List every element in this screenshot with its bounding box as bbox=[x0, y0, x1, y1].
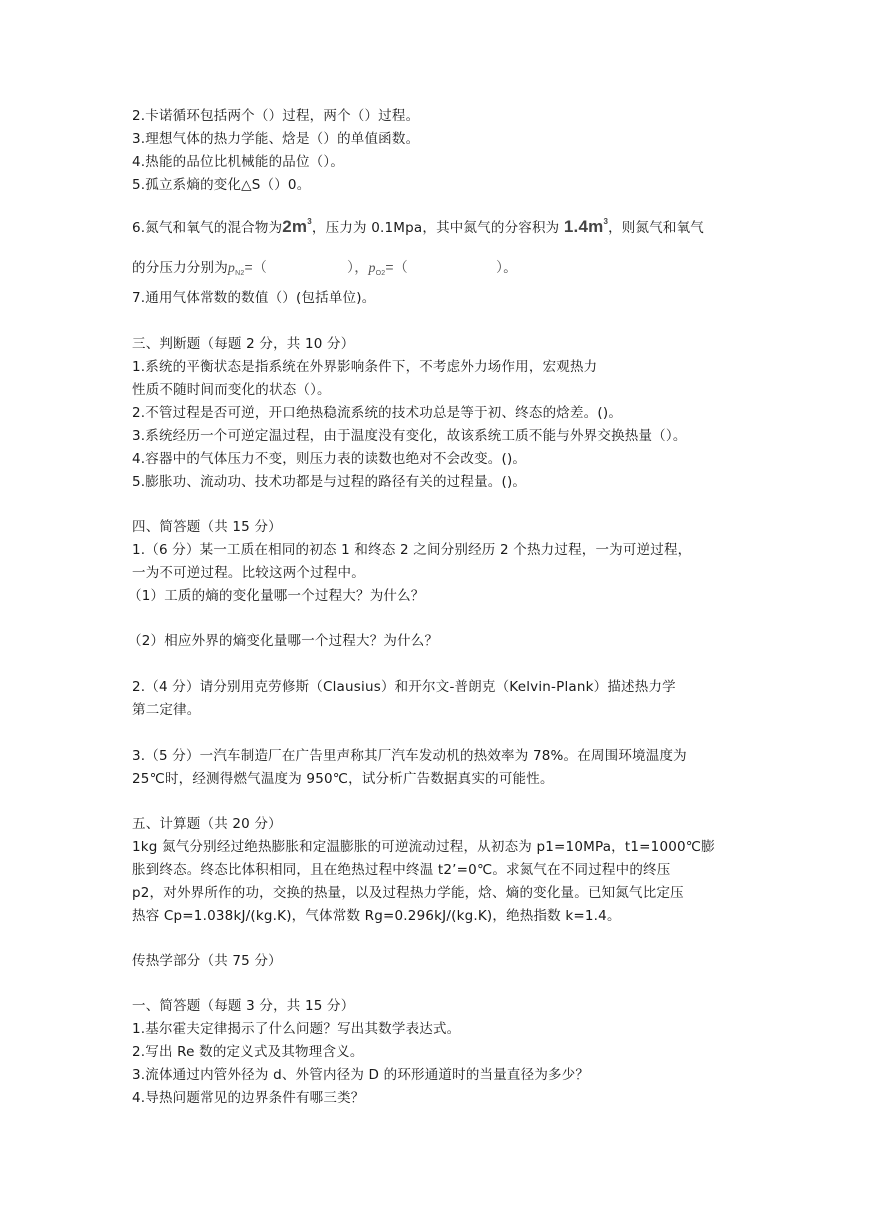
fill-question-3: 3.理想气体的热力学能、焓是（）的单值函数。 bbox=[132, 131, 420, 147]
q6-partial-volume-exponent: 3 bbox=[603, 217, 609, 226]
short-question-1-line1: 1.（6 分）某一工质在相同的初态 1 和终态 2 之间分别经历 2 个热力过程，一为可逆过程， bbox=[132, 542, 692, 558]
fill-question-4: 4.热能的品位比机械能的品位（）。 bbox=[132, 154, 345, 170]
fill-question-5: 5.孤立系熵的变化△S（）0。 bbox=[132, 177, 311, 193]
q6-open-paren-2: =（ bbox=[385, 259, 408, 275]
q6-text-a: 6.氮气和氧气的混合物为 bbox=[132, 220, 283, 236]
heat-question-4: 4.导热问题常见的边界条件有哪三类？ bbox=[132, 1090, 365, 1106]
short-question-3-line2: 25℃时，经测得燃气温度为 950℃，试分析广告数据真实的可能性。 bbox=[132, 771, 554, 787]
short-question-1-sub1: （1）工质的熵的变化量哪一个过程大？为什么？ bbox=[128, 588, 425, 604]
q6-text-b: ，压力为 0.1Mpa，其中氮气的分容积为 bbox=[311, 220, 564, 236]
q6-close-paren-2: ） bbox=[495, 259, 504, 275]
short-question-1-sub2: （2）相应外界的熵变化量哪一个过程大？为什么？ bbox=[128, 633, 439, 649]
fill-question-7: 7.通用气体常数的数值（）(包括单位)。 bbox=[132, 290, 376, 306]
judge-question-3: 3.系统经历一个可逆定温过程，由于温度没有变化，故该系统工质不能与外界交换热量（）。 bbox=[132, 428, 687, 444]
q6-volume-figure bbox=[282, 217, 312, 236]
judge-heading: 三、判断题（每题 2 分，共 10 分） bbox=[132, 336, 355, 352]
q6-partial-volume-number: 1.4m bbox=[563, 217, 604, 236]
q6-open-paren-1: =（ bbox=[244, 259, 268, 275]
heat-section-title: 传热学部分（共 75 分） bbox=[132, 953, 282, 969]
judge-question-5: 5.膨胀功、流动功、技术功都是与过程的路径有关的过程量。()。 bbox=[132, 474, 527, 490]
calc-line-1: 1kg 氮气分别经过绝热膨胀和定温膨胀的可逆流动过程，从初态为 p1=10MPa，t1=1000℃膨 bbox=[132, 839, 715, 855]
short-question-2-line2: 第二定律。 bbox=[132, 702, 201, 718]
fill-question-6-line1 bbox=[132, 212, 704, 238]
calc-line-3: p2，对外界所作的功，交换的热量，以及过程热力学能，焓、熵的变化量。已知氮气比定压 bbox=[132, 885, 684, 901]
q6-n2-subscript: N2 bbox=[235, 270, 245, 277]
short-question-1-line2: 一为不可逆过程。比较这两个过程中。 bbox=[132, 565, 365, 581]
q6-o2-subscript: O2 bbox=[375, 270, 386, 277]
heat-question-3: 3.流体通过内管外径为 d、外管内径为 D 的环形通道时的当量直径为多少？ bbox=[132, 1067, 590, 1083]
heat-question-1: 1.基尔霍夫定律揭示了什么问题？写出其数学表达式。 bbox=[132, 1021, 461, 1037]
fill-question-2: 2.卡诺循环包括两个（）过程，两个（）过程。 bbox=[132, 108, 420, 124]
judge-question-4: 4.容器中的气体压力不变，则压力表的读数也绝对不会改变。()。 bbox=[132, 451, 527, 467]
judge-question-2: 2.不管过程是否可逆，开口绝热稳流系统的技术功总是等于初、终态的焓差。()。 bbox=[132, 405, 623, 421]
judge-question-1-line2: 性质不随时间而变化的状态（）。 bbox=[132, 382, 331, 398]
q6-end: 。 bbox=[503, 260, 517, 276]
calc-line-4: 热容 Cp=1.038kJ/(kg.K)，气体常数 Rg=0.296kJ/(kg.K)，绝热指数 k=1.4。 bbox=[132, 908, 621, 924]
calc-heading: 五、计算题（共 20 分） bbox=[132, 816, 282, 832]
q6-p-symbol-2: p bbox=[368, 261, 376, 276]
q6-volume-exponent: 3 bbox=[307, 217, 312, 226]
short-question-3-line1: 3.（5 分）一汽车制造厂在广告里声称其厂汽车发动机的热效率为 78%。在周围环境温度为 bbox=[132, 748, 687, 764]
short-heading: 四、简答题（共 15 分） bbox=[132, 519, 282, 535]
short-question-2-line1: 2.（4 分）请分别用克劳修斯（Clausius）和开尔文-普朗克（Kelvin-Plank）描述热力学 bbox=[132, 679, 676, 695]
judge-question-1-line1: 1.系统的平衡状态是指系统在外界影响条件下，不考虑外力场作用，宏观热力 bbox=[132, 359, 598, 375]
q6-pressure-figure bbox=[228, 259, 503, 275]
heat-question-2: 2.写出 Re 数的定义式及其物理含义。 bbox=[132, 1044, 364, 1060]
fill-question-6-line2 bbox=[132, 257, 517, 284]
q6-text-c: ，则氮气和氧气 bbox=[608, 220, 704, 236]
q6-text-d: 的分压力分别为 bbox=[132, 260, 228, 276]
q6-close-paren-1: ）， bbox=[347, 259, 369, 275]
q6-partial-volume-figure bbox=[564, 217, 608, 236]
heat-short-heading: 一、简答题（每题 3 分，共 15 分） bbox=[132, 998, 355, 1014]
calc-line-2: 胀到终态。终态比体积相同，且在绝热过程中终温 t2’=0℃。求氮气在不同过程中的终压 bbox=[132, 862, 671, 878]
q6-volume-number: 2m bbox=[282, 217, 308, 236]
q6-p-symbol-1: p bbox=[227, 261, 236, 276]
